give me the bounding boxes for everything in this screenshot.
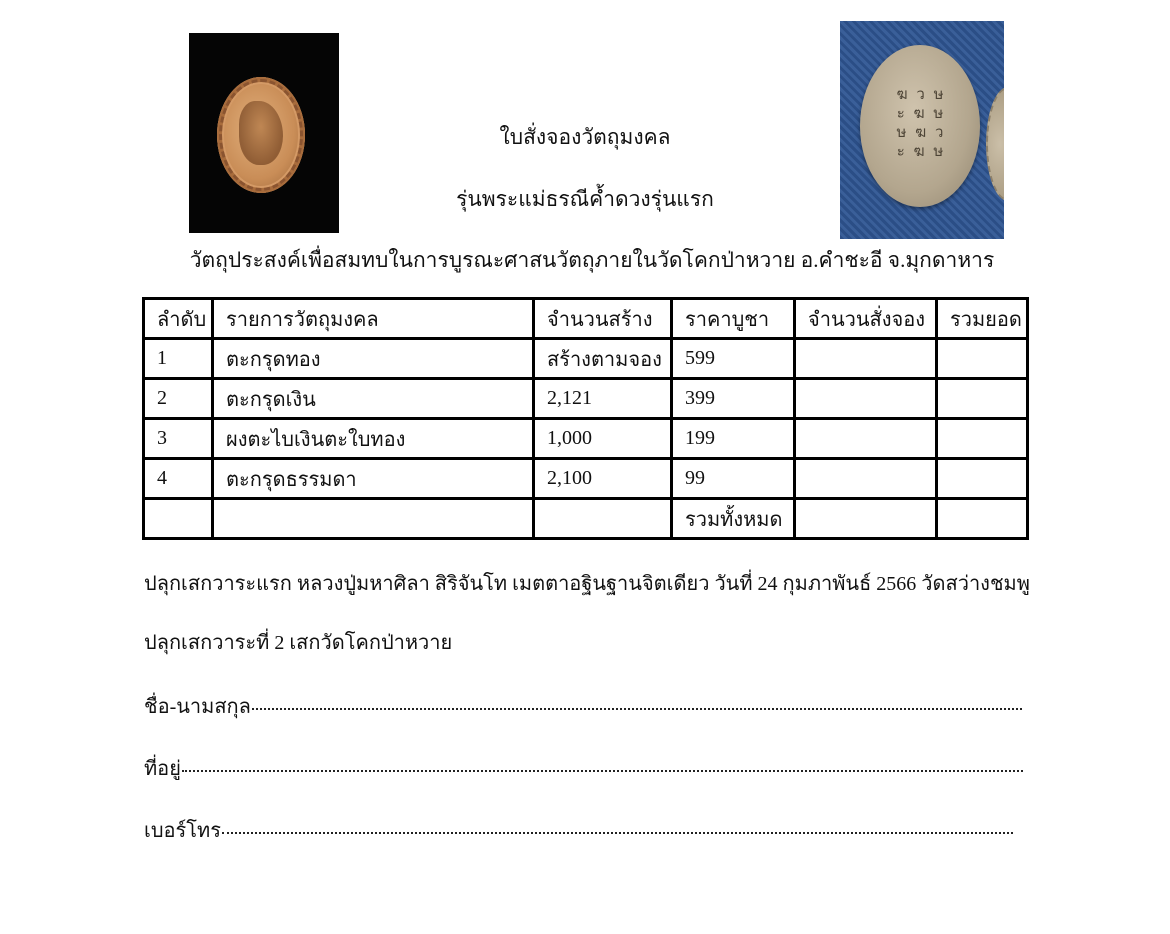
cell-empty [534, 499, 672, 539]
table-row [144, 459, 1028, 499]
consecration-note-2: ปลุกเสกวาระที่ 2 เสกวัดโคกป่าหวาย [144, 632, 453, 654]
grand-total[interactable] [937, 499, 1028, 539]
amulet-yantra-glyphs: ฆ ว ษ ะ ฆ ษ ษ ฆ ว ะ ฆ ษ [896, 85, 946, 160]
header-total: รวมยอด [937, 299, 1028, 339]
cell-price: 99 [672, 459, 795, 499]
cell-order-qty[interactable] [795, 419, 937, 459]
header-no: ลำดับ [144, 299, 213, 339]
cell-no: 1 [144, 339, 213, 379]
document-purpose: วัตถุประสงค์เพื่อสมทบในการบูรณะศาสนวัตถุภายในวัดโคกป่าหวาย อ.คำชะอี จ.มุกดาหาร [189, 248, 995, 272]
cell-total[interactable] [937, 419, 1028, 459]
cell-price: 599 [672, 339, 795, 379]
cell-quantity-made: 2,100 [534, 459, 672, 499]
cell-quantity-made: สร้างตามจอง [534, 339, 672, 379]
cell-total[interactable] [937, 459, 1028, 499]
table-row [144, 339, 1028, 379]
table-row [144, 419, 1028, 459]
cell-empty [213, 499, 534, 539]
header-item: รายการวัตถุมงคล [213, 299, 534, 339]
document-subtitle: รุ่นพระแม่ธรณีค้ำดวงรุ่นแรก [456, 187, 714, 211]
cell-item: ผงตะไบเงินตะใบทอง [213, 419, 534, 459]
header-order-qty: จำนวนสั่งจอง [795, 299, 937, 339]
cell-item: ตะกรุดทอง [213, 339, 534, 379]
cell-no: 3 [144, 419, 213, 459]
table-row [144, 379, 1028, 419]
total-order-qty[interactable] [795, 499, 937, 539]
cell-item: ตะกรุดธรรมดา [213, 459, 534, 499]
order-table [142, 297, 1029, 540]
cell-price: 199 [672, 419, 795, 459]
cell-total[interactable] [937, 339, 1028, 379]
cell-quantity-made: 1,000 [534, 419, 672, 459]
cell-item: ตะกรุดเงิน [213, 379, 534, 419]
cell-no: 4 [144, 459, 213, 499]
phone-label: เบอร์โทร [144, 820, 221, 842]
phone-input-line[interactable] [222, 831, 1013, 834]
table-total-row [144, 499, 1028, 539]
cell-empty [144, 499, 213, 539]
cell-total[interactable] [937, 379, 1028, 419]
cell-order-qty[interactable] [795, 459, 937, 499]
document-title: ใบสั่งจองวัตถุมงคล [499, 125, 671, 149]
header-price: ราคาบูชา [672, 299, 795, 339]
phone-field [144, 818, 1013, 844]
cell-price: 399 [672, 379, 795, 419]
header-quantity-made: จำนวนสร้าง [534, 299, 672, 339]
address-field [144, 756, 1023, 782]
address-label: ที่อยู่ [144, 758, 181, 780]
cell-quantity-made: 2,121 [534, 379, 672, 419]
name-input-line[interactable] [252, 707, 1022, 710]
cell-order-qty[interactable] [795, 339, 937, 379]
table-header-row [144, 299, 1028, 339]
name-field [144, 694, 1022, 720]
cell-order-qty[interactable] [795, 379, 937, 419]
name-label: ชื่อ-นามสกุล [144, 696, 251, 718]
cell-no: 2 [144, 379, 213, 419]
total-label: รวมทั้งหมด [672, 499, 795, 539]
consecration-note-1: ปลุกเสกวาระแรก หลวงปู่มหาศิลา สิริจันโท เมตตาอฐินฐานจิตเดียว วันที่ 24 กุมภาพันธ์ 2566 วัดสว่างชมพู [144, 573, 1030, 595]
address-input-line[interactable] [182, 769, 1023, 772]
